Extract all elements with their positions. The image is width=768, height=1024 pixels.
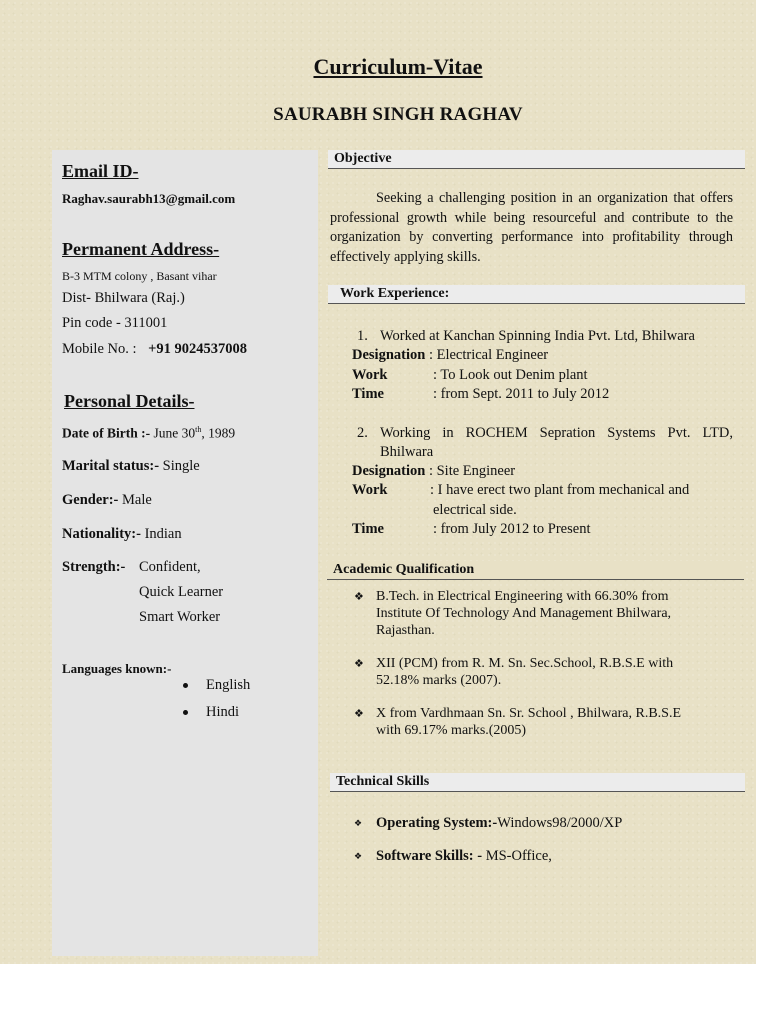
- address-heading: Permanent Address-: [62, 239, 220, 259]
- job-work-cont: electrical side.: [433, 502, 517, 518]
- nationality-label: Nationality:-: [62, 526, 141, 542]
- dob-day: June 30: [153, 425, 196, 441]
- mobile-row: [62, 341, 247, 358]
- software-skill: Software Skills: - MS-Office,: [376, 848, 552, 864]
- diamond-bullet-icon: ❖: [354, 818, 363, 828]
- marital-label: Marital status:-: [62, 458, 160, 474]
- nationality-value: Indian: [144, 526, 182, 542]
- job-designation: Designation : Electrical Engineer: [352, 347, 549, 363]
- languages-label: Languages known:-: [62, 661, 172, 676]
- candidate-name: SAURABH SINGH RAGHAV: [273, 104, 523, 125]
- diamond-bullet-icon: ❖: [354, 708, 364, 720]
- diamond-bullet-icon: ❖: [354, 851, 363, 861]
- strength-label: Strength:-: [62, 559, 126, 575]
- strength-item: Confident,: [139, 559, 201, 575]
- job-number: 1.: [357, 328, 368, 344]
- job-time-label: Time: [352, 521, 384, 537]
- objective-heading: Objective: [328, 150, 745, 169]
- email-heading: Email ID-: [62, 161, 139, 181]
- job-number: 2.: [357, 425, 368, 441]
- gender-value: Male: [122, 492, 152, 508]
- dob-row: [62, 425, 235, 442]
- job-time-label: Time: [352, 386, 384, 402]
- dob-year: , 1989: [201, 425, 236, 441]
- job-work: : I have erect two plant from mechanical and: [430, 482, 690, 498]
- bullet-icon: [183, 710, 188, 715]
- job-work: : To Look out Denim plant: [433, 367, 588, 383]
- job-time: : from Sept. 2011 to July 2012: [433, 386, 610, 402]
- strength-item: Quick Learner: [139, 584, 224, 600]
- language-item: Hindi: [183, 704, 239, 721]
- work-heading: Work Experience:: [328, 285, 745, 304]
- job-work-label: Work: [352, 482, 388, 498]
- objective-text: Seeking a challenging position in an organization that offers professional growth while being resourceful and contribute to the organization by converting performance into profitability through effectively applying skills.: [330, 190, 733, 265]
- os-skill: Operating System:-Windows98/2000/XP: [376, 815, 623, 831]
- job-title: Working in ROCHEM Sepration Systems Pvt. LTD,: [380, 425, 733, 441]
- address-line: B-3 MTM colony , Basant vihar: [62, 269, 217, 283]
- technical-heading: Technical Skills: [330, 773, 745, 792]
- job-designation: Designation : Site Engineer: [352, 463, 516, 479]
- nationality-row: [62, 526, 182, 543]
- job-title-cont: Bhilwara: [380, 444, 434, 460]
- bullet-icon: [183, 683, 188, 688]
- address-district: Dist- Bhilwara (Raj.): [62, 290, 185, 306]
- job-title: Worked at Kanchan Spinning India Pvt. Ltd, Bhilwara: [380, 328, 695, 344]
- qualification-item: B.Tech. in Electrical Engineering with 66.30% from Institute Of Technology And Management Bhilwara, Rajasthan.: [376, 589, 672, 638]
- strength-item: Smart Worker: [139, 609, 221, 625]
- personal-heading: Personal Details-: [64, 391, 195, 411]
- qualification-item: X from Vardhmaan Sn. Sr. School , Bhilwara, R.B.S.E with 69.17% marks.(2005): [376, 706, 682, 738]
- job-work-label: Work: [352, 367, 388, 383]
- academic-heading: Academic Qualification: [327, 561, 744, 580]
- dob-suffix: th: [195, 425, 202, 434]
- dob-label: Date of Birth :-: [62, 425, 151, 441]
- pin-code: Pin code - 311001: [62, 315, 168, 331]
- marital-row: [62, 458, 200, 475]
- gender-row: [62, 492, 152, 509]
- diamond-bullet-icon: ❖: [354, 658, 364, 670]
- qualification-item: XII (PCM) from R. M. Sn. Sec.School, R.B.S.E with 52.18% marks (2007).: [376, 656, 674, 688]
- marital-value: Single: [162, 458, 200, 474]
- mobile-label: Mobile No. :: [62, 341, 137, 357]
- email-value: Raghav.saurabh13@gmail.com: [62, 191, 236, 206]
- job-time: : from July 2012 to Present: [433, 521, 591, 537]
- diamond-bullet-icon: ❖: [354, 591, 364, 603]
- language-item: English: [183, 677, 250, 694]
- gender-label: Gender:-: [62, 492, 119, 508]
- mobile-number: +91 9024537008: [148, 341, 248, 357]
- document-title: Curriculum-Vitae: [313, 54, 483, 79]
